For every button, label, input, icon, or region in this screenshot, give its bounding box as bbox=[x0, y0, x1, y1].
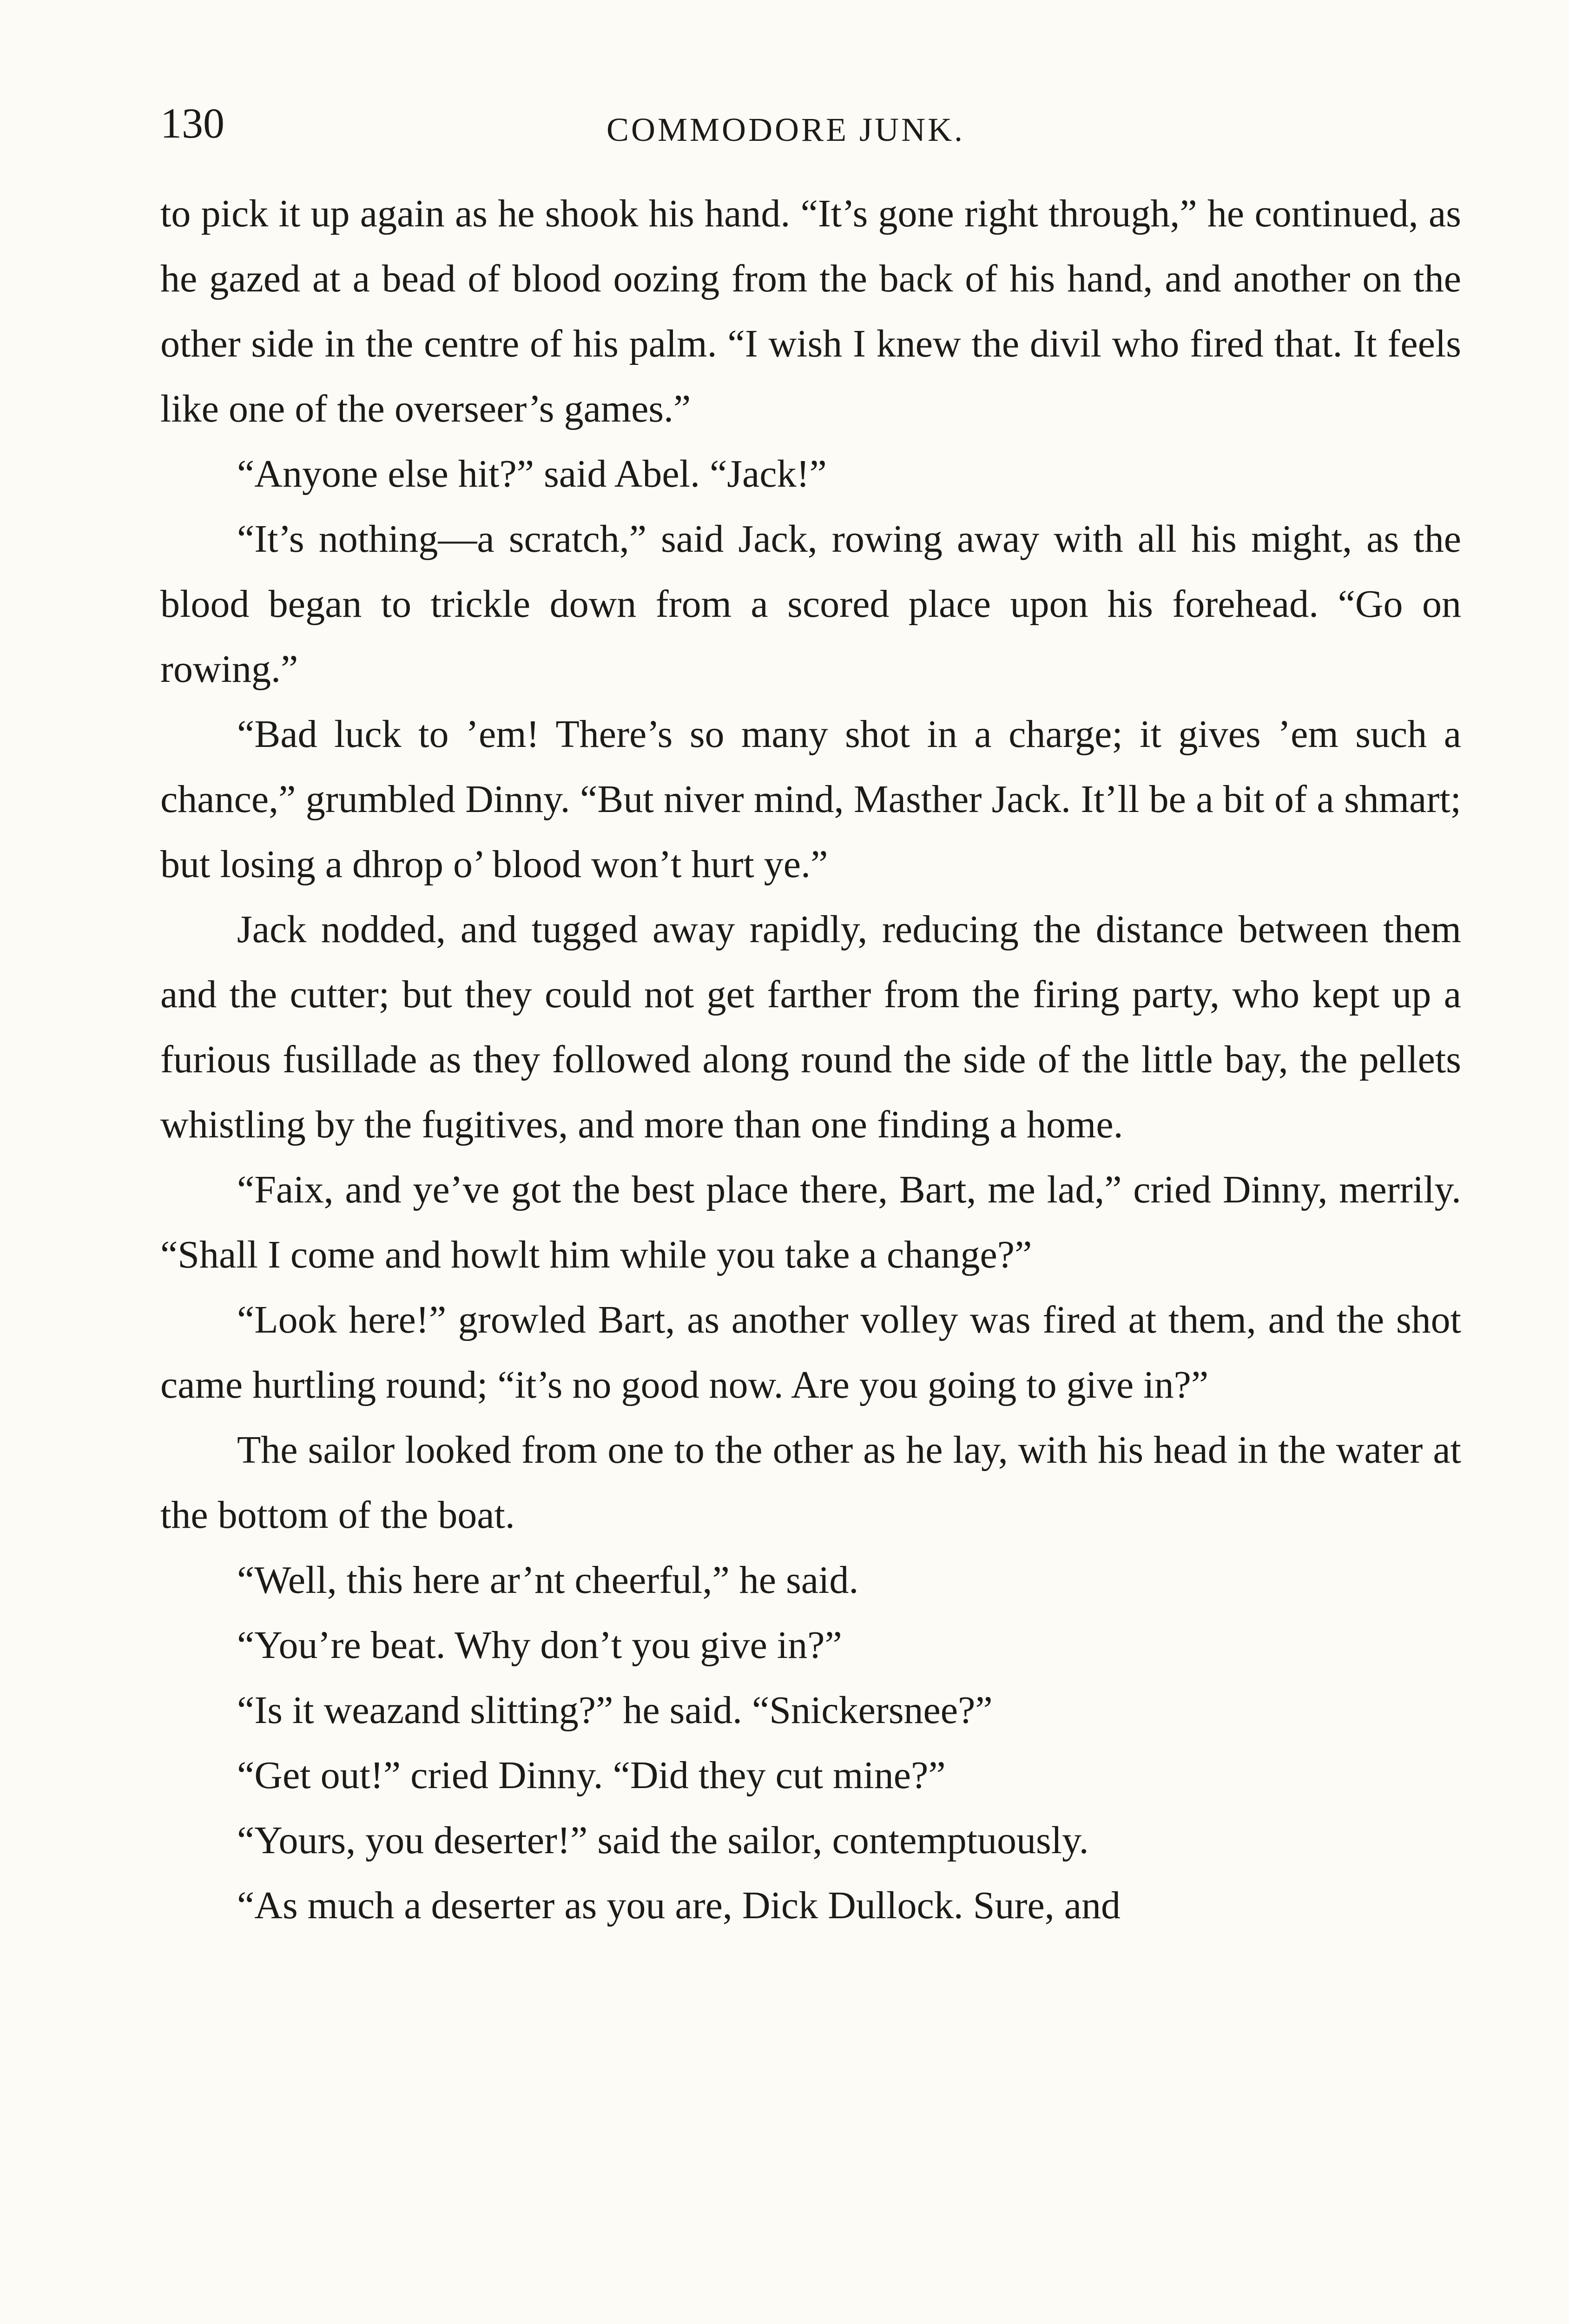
paragraph: “Get out!” cried Dinny. “Did they cut mine?” bbox=[237, 1754, 946, 1797]
paragraph: “Is it weazand slitting?” he said. “Snickersnee?” bbox=[237, 1689, 993, 1732]
page-number: 130 bbox=[160, 99, 224, 147]
paragraph: “Anyone else hit?” said Abel. “Jack!” bbox=[237, 452, 827, 495]
paragraph: The sailor looked from one to the other as he lay, with his head in the water at the bottom of the boat. bbox=[160, 1428, 1461, 1537]
paragraph: “Look here!” growled Bart, as another volley was fired at them, and the shot came hurtling round; “it’s no good now. Are you going to give in?” bbox=[160, 1298, 1461, 1406]
paragraph: “Bad luck to ’em! There’s so many shot in a charge; it gives ’em such a chance,” grumbled Dinny. “But niver mind, Masther Jack. It’ll be a bit of a shmart; but losing a dhrop o’ blood won’t hurt ye.” bbox=[160, 713, 1461, 886]
running-title: COMMODORE JUNK. bbox=[607, 111, 965, 148]
paragraph: “As much a deserter as you are, Dick Dullock. Sure, and bbox=[237, 1884, 1121, 1927]
paragraph: “Yours, you deserter!” said the sailor, contemptuously. bbox=[237, 1819, 1089, 1862]
paragraph: to pick it up again as he shook his hand. “It’s gone right through,” he continued, as he gazed at a bead of blood oozing from the back of his hand, and another on the other side in the centre of his palm. “I wish I knew the divil who fired that. It feels like one of the overseer’s games.” bbox=[160, 192, 1461, 430]
paragraph: “Well, this here ar’nt cheerful,” he said. bbox=[237, 1558, 859, 1602]
paragraph: “It’s nothing—a scratch,” said Jack, rowing away with all his might, as the blood began to trickle down from a scored place upon his forehead. “Go on rowing.” bbox=[160, 517, 1461, 691]
body-text bbox=[160, 181, 1461, 1938]
paragraph: “Faix, and ye’ve got the best place there, Bart, me lad,” cried Dinny, merrily. “Shall I come and howlt him while you take a change?” bbox=[160, 1168, 1461, 1276]
paragraph: Jack nodded, and tugged away rapidly, reducing the distance between them and the cutter; but they could not get farther from the firing party, who kept up a furious fusillade as they followed along round the side of the little bay, the pellets whistling by the fugitives, and more than one finding a home. bbox=[160, 908, 1461, 1146]
paragraph: “You’re beat. Why don’t you give in?” bbox=[237, 1624, 842, 1667]
running-head bbox=[160, 93, 1464, 163]
